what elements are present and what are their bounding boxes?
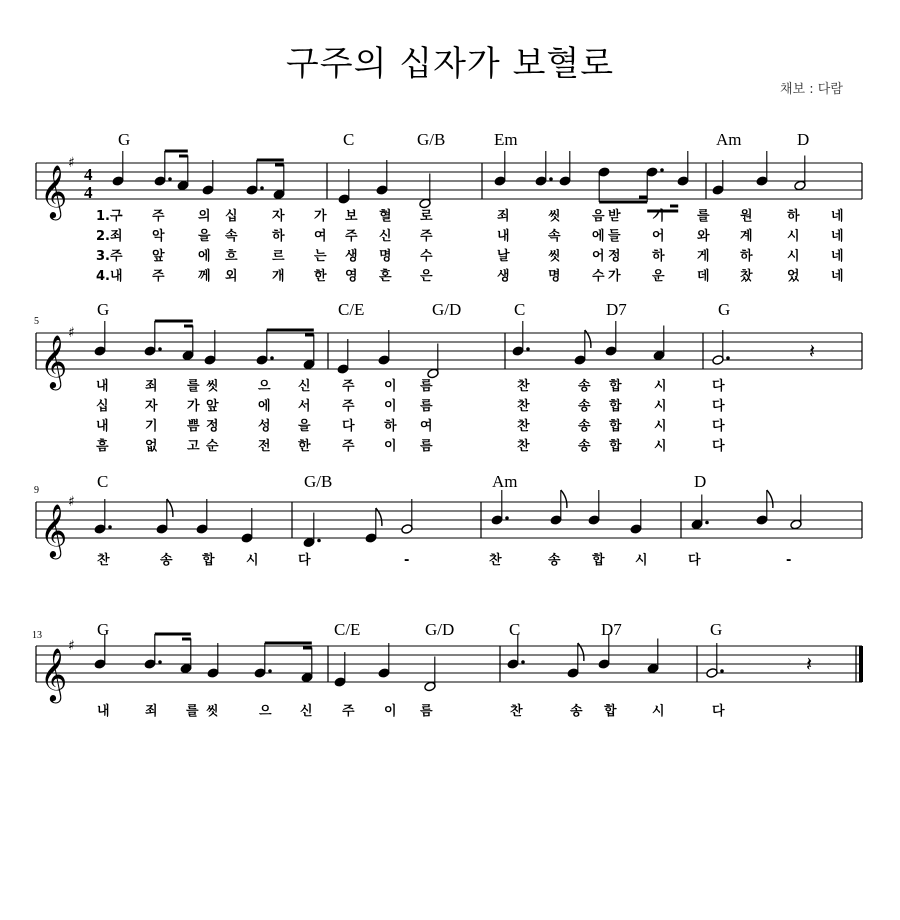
lyric-syllable: 생 — [497, 269, 510, 284]
lyric-syllable: 흐 — [225, 249, 238, 264]
lyric-syllable: 십 — [225, 209, 238, 224]
lyric-syllable: 하 — [384, 419, 397, 434]
lyric-syllable: 가 — [314, 209, 327, 224]
lyric-syllable: 합 — [202, 553, 215, 568]
lyric-syllable: 시 — [654, 419, 667, 434]
lyric-syllable: 시 — [654, 399, 667, 414]
lyric-syllable: 주 — [342, 704, 355, 719]
lyric-syllable: 이 — [384, 439, 397, 454]
dot — [660, 168, 664, 172]
lyric-syllable: 네 — [831, 269, 844, 284]
lyric-syllable: 혈 — [379, 209, 392, 224]
lyric-syllable: 름 — [420, 439, 433, 454]
lyric-syllable: 기 — [652, 209, 665, 224]
lyric-syllable: 다 — [712, 419, 725, 434]
lyric-syllable: 찬 — [97, 553, 110, 568]
chord-symbol: Am — [492, 472, 518, 491]
lyric-syllable: 어 — [592, 249, 605, 264]
lyric-syllable: 하 — [272, 229, 285, 244]
dot — [158, 347, 162, 351]
lyric-syllable: 이 — [384, 399, 397, 414]
dot — [317, 539, 321, 543]
lyric-syllable: - — [786, 553, 792, 568]
lyric-syllable: 수 — [592, 269, 605, 284]
lyric-syllable: 르 — [272, 249, 285, 264]
transcriber-credit: 채보 : 다람 — [780, 82, 843, 97]
lyric-syllable: 씻 — [206, 379, 219, 394]
dot — [168, 177, 172, 181]
lyric-syllable: 신 — [298, 379, 311, 394]
chord-symbol: D — [797, 130, 810, 149]
eighth-flag — [767, 490, 773, 508]
dot — [270, 356, 274, 360]
lyric-syllable: 주 — [342, 379, 355, 394]
lyric-syllable: 다 — [712, 399, 725, 414]
lyric-syllable: 에 — [198, 249, 211, 264]
lyric-syllable: 에 — [592, 229, 605, 244]
lyric-syllable: 주 — [342, 399, 355, 414]
lyric-syllable: 시 — [635, 553, 648, 568]
lyric-syllable: 내 — [97, 704, 110, 719]
lyric-syllable: 씻 — [206, 704, 219, 719]
lyric-syllable: 전 — [258, 439, 271, 454]
lyric-syllable: 개 — [272, 269, 285, 284]
lyric-syllable: 주 — [420, 229, 433, 244]
chord-symbol: C — [509, 620, 521, 639]
chord-symbol: G/B — [304, 472, 333, 491]
lyric-syllable: 다 — [712, 379, 725, 394]
dot — [260, 186, 264, 190]
lyric-syllable: 다 — [712, 439, 725, 454]
lyric-syllable: 생 — [345, 249, 358, 264]
lyric-syllable: 서 — [298, 399, 311, 414]
lyric-syllable: 송 — [578, 399, 591, 414]
lyric-syllable: 합 — [609, 399, 622, 414]
measure-number: 9 — [34, 485, 39, 496]
lyric-syllable: 을 — [298, 419, 311, 434]
lyric-syllable: 내 — [497, 229, 510, 244]
lyric-syllable: 송 — [578, 419, 591, 434]
lyric-syllable: 가 — [187, 399, 200, 414]
lyric-syllable: 1.구 — [96, 209, 123, 224]
lyric-syllable: 송 — [578, 379, 591, 394]
lyric-syllable: 찬 — [517, 439, 530, 454]
lyric-syllable: 를 — [697, 209, 710, 224]
lyric-syllable: 주 — [152, 209, 165, 224]
chord-symbol: G — [710, 620, 723, 639]
lyric-syllable: 여 — [314, 229, 327, 244]
chord-symbol: C/E — [338, 300, 365, 319]
lyric-syllable: 날 — [497, 249, 510, 264]
lyric-syllable: - — [404, 553, 410, 568]
chord-symbol: C — [343, 130, 355, 149]
lyric-syllable: 께 — [198, 269, 211, 284]
lyric-syllable: 름 — [420, 399, 433, 414]
chord-symbol: G — [718, 300, 731, 319]
measure-number: 5 — [34, 316, 39, 327]
lyric-syllable: 합 — [609, 379, 622, 394]
lyric-syllable: 다 — [342, 419, 355, 434]
lyric-syllable: 합 — [609, 419, 622, 434]
lyric-syllable: 운 — [652, 269, 665, 284]
chord-symbol: C — [97, 472, 109, 491]
lyric-syllable: 를 — [187, 379, 200, 394]
lyric-syllable: 는 — [314, 249, 327, 264]
lyric-syllable: 시 — [652, 704, 665, 719]
dot — [720, 669, 724, 673]
lyric-syllable: 주 — [342, 439, 355, 454]
lyric-syllable: 을 — [198, 229, 211, 244]
lyric-syllable: 어 — [652, 229, 665, 244]
dot — [521, 660, 525, 664]
chord-symbol: C/E — [334, 620, 361, 639]
lyric-syllable: 시 — [246, 553, 259, 568]
lyric-syllable: 은 — [420, 269, 433, 284]
lyric-syllable: 속 — [548, 229, 561, 244]
lyric-syllable: 보 — [345, 209, 358, 224]
lyric-syllable: 한 — [314, 269, 327, 284]
lyric-syllable: 한 — [298, 439, 311, 454]
lyric-syllable: 정 — [206, 419, 219, 434]
lyric-syllable: 영 — [345, 269, 358, 284]
lyric-syllable: 혼 — [379, 269, 392, 284]
lyric-syllable: 하 — [740, 249, 753, 264]
lyric-syllable: 으 — [259, 704, 272, 719]
sharp-icon: ♯ — [68, 638, 75, 654]
chord-symbol: Em — [494, 130, 518, 149]
lyric-syllable: 없 — [145, 439, 158, 454]
lyric-syllable: 순 — [206, 439, 219, 454]
lyric-syllable: 었 — [787, 269, 800, 284]
lyric-syllable: 데 — [697, 269, 710, 284]
lyric-syllable: 와 — [697, 229, 710, 244]
lyric-syllable: 들 — [608, 229, 621, 244]
treble-clef-icon: 𝄞 — [40, 503, 68, 557]
measure-number: 13 — [32, 630, 42, 641]
chord-symbol: G — [97, 620, 110, 639]
lyric-syllable: 주 — [345, 229, 358, 244]
lyric-syllable: 신 — [379, 229, 392, 244]
chord-symbol: G — [118, 130, 131, 149]
chord-symbol: G — [97, 300, 110, 319]
lyric-syllable: 으 — [258, 379, 271, 394]
dot — [526, 347, 530, 351]
treble-clef-icon: 𝄞 — [40, 164, 68, 218]
lyric-syllable: 다 — [298, 553, 311, 568]
lyric-syllable: 자 — [145, 399, 158, 414]
chord-symbol: Am — [716, 130, 742, 149]
lyric-syllable: 합 — [592, 553, 605, 568]
lyric-syllable: 찬 — [517, 399, 530, 414]
lyric-syllable: 송 — [570, 704, 583, 719]
lyric-syllable: 죄 — [497, 209, 510, 224]
lyric-syllable: 4.내 — [96, 269, 123, 284]
lyric-syllable: 다 — [688, 553, 701, 568]
lyric-syllable: 찬 — [489, 553, 502, 568]
lyric-syllable: 하 — [652, 249, 665, 264]
eighth-flag — [561, 490, 567, 508]
quarter-rest: 𝄽 — [809, 339, 816, 363]
lyric-syllable: 이 — [384, 704, 397, 719]
lyric-syllable: 십 — [96, 399, 109, 414]
lyric-syllable: 흠 — [96, 439, 109, 454]
treble-clef-icon: 𝄞 — [40, 647, 68, 701]
lyric-syllable: 네 — [831, 249, 844, 264]
chord-symbol: G/B — [417, 130, 446, 149]
lyric-syllable: 받 — [608, 209, 621, 224]
lyric-syllable: 찼 — [740, 269, 753, 284]
lyric-syllable: 기 — [145, 419, 158, 434]
lyric-syllable: 씻 — [548, 249, 561, 264]
lyric-syllable: 를 — [186, 704, 199, 719]
chord-symbol: G/D — [432, 300, 462, 319]
dot — [705, 521, 709, 525]
lyric-syllable: 씻 — [548, 209, 561, 224]
lyric-syllable: 명 — [379, 249, 392, 264]
lyric-syllable: 고 — [187, 439, 200, 454]
lyric-syllable: 에 — [258, 399, 271, 414]
lyric-syllable: 게 — [697, 249, 710, 264]
lyric-syllable: 송 — [160, 553, 173, 568]
time-signature-top: 4 — [84, 165, 93, 184]
lyric-syllable: 름 — [420, 379, 433, 394]
lyric-syllable: 명 — [548, 269, 561, 284]
lyric-syllable: 앞 — [206, 399, 219, 414]
lyric-syllable: 속 — [225, 229, 238, 244]
lyric-syllable: 름 — [420, 704, 433, 719]
lyric-syllable: 2.죄 — [96, 229, 123, 244]
sharp-icon: ♯ — [68, 325, 75, 341]
lyric-syllable: 죄 — [145, 704, 158, 719]
lyric-syllable: 송 — [548, 553, 561, 568]
lyric-syllable: 시 — [654, 379, 667, 394]
lyric-syllable: 죄 — [145, 379, 158, 394]
lyric-syllable: 찬 — [510, 704, 523, 719]
lyrics — [96, 208, 844, 719]
lyric-syllable: 음 — [592, 209, 605, 224]
lyric-syllable: 자 — [272, 209, 285, 224]
lyric-syllable: 찬 — [517, 419, 530, 434]
lyric-syllable: 외 — [225, 269, 238, 284]
lyric-syllable: 시 — [787, 229, 800, 244]
dot — [549, 177, 553, 181]
dot — [108, 525, 112, 529]
treble-clef-icon: 𝄞 — [40, 334, 68, 388]
lyric-syllable: 네 — [831, 209, 844, 224]
lyric-syllable: 여 — [420, 419, 433, 434]
song-title: 구주의 십자가 보혈로 — [285, 44, 615, 84]
lyric-syllable: 내 — [96, 379, 109, 394]
lyric-syllable: 악 — [152, 229, 165, 244]
lyric-syllable: 앞 — [152, 249, 165, 264]
lyric-syllable: 네 — [831, 229, 844, 244]
final-barline-thick — [859, 646, 863, 682]
sharp-icon: ♯ — [68, 155, 75, 171]
lyric-syllable: 찬 — [517, 379, 530, 394]
lyric-syllable: 합 — [609, 439, 622, 454]
chord-symbol: G/D — [425, 620, 455, 639]
lyric-syllable: 의 — [198, 209, 211, 224]
time-signature-bottom: 4 — [84, 183, 93, 202]
lyric-syllable: 3.주 — [96, 249, 123, 264]
quarter-rest: 𝄽 — [806, 652, 813, 676]
dot — [726, 356, 730, 360]
chord-symbol: D7 — [606, 300, 627, 319]
lyric-syllable: 원 — [740, 209, 753, 224]
lyric-syllable: 내 — [96, 419, 109, 434]
lyric-syllable: 다 — [712, 704, 725, 719]
lyric-syllable: 계 — [740, 229, 753, 244]
lyric-syllable: 시 — [654, 439, 667, 454]
chord-symbol: C — [514, 300, 526, 319]
lyric-syllable: 하 — [787, 209, 800, 224]
chord-symbol: D7 — [601, 620, 622, 639]
lyric-syllable: 성 — [258, 419, 271, 434]
dot — [505, 516, 509, 520]
lyric-syllable: 송 — [578, 439, 591, 454]
dot — [268, 669, 272, 673]
lyric-syllable: 이 — [384, 379, 397, 394]
lyric-syllable: 쁨 — [187, 419, 200, 434]
lyric-syllable: 시 — [787, 249, 800, 264]
lyric-syllable: 가 — [608, 269, 621, 284]
dot — [158, 660, 162, 664]
lyric-syllable: 정 — [608, 249, 621, 264]
lyric-syllable: 신 — [300, 704, 313, 719]
lyric-syllable: 로 — [420, 209, 433, 224]
lyric-syllable: 주 — [152, 269, 165, 284]
lyric-syllable: 수 — [420, 249, 433, 264]
chord-symbol: D — [694, 472, 707, 491]
lyric-syllable: 합 — [604, 704, 617, 719]
sharp-icon: ♯ — [68, 494, 75, 510]
